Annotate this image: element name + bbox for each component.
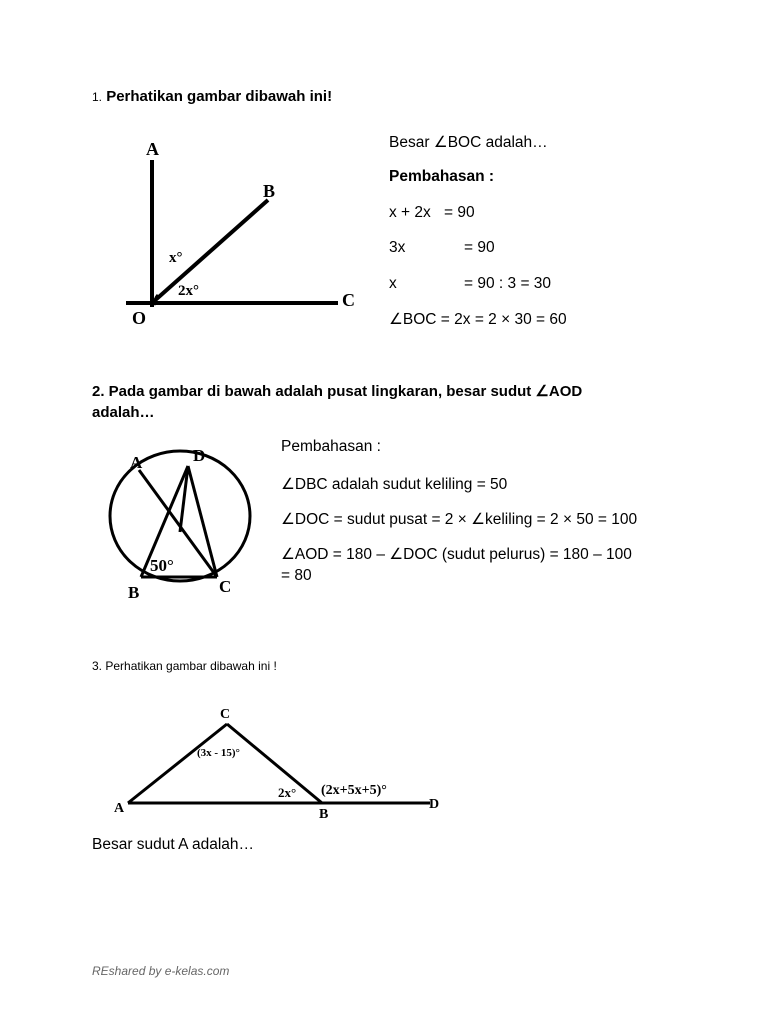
label-angle-ext: (2x+5x+5)° [321, 783, 387, 798]
q1-question: Besar ∠BOC adalah… [389, 134, 548, 151]
q3-figure [110, 700, 450, 825]
q1-final: ∠BOC = 2x = 2 × 30 = 60 [389, 311, 567, 328]
label-b: B [263, 181, 276, 201]
label-a: A [130, 453, 143, 472]
q2-title-line1: 2. Pada gambar di bawah adalah pusat lingkaran, besar sudut ∠AOD [92, 383, 583, 400]
q1-step-3-rhs: = 90 : 3 = 30 [464, 275, 552, 292]
label-angle-2x: 2x° [178, 283, 199, 299]
label-c: C [219, 577, 232, 596]
footer-credit: REshared by e-kelas.com [92, 964, 230, 978]
q1-step-1-lhs: x + 2x [389, 204, 431, 221]
q1-figure [120, 135, 365, 330]
side-cb [227, 724, 322, 803]
q1-step-1-rhs: = 90 [444, 204, 475, 221]
q2-title-line2: adalah… [92, 404, 155, 421]
label-o: O [132, 308, 147, 328]
chord-cd [188, 466, 217, 577]
q3-title: 3. Perhatikan gambar dibawah ini ! [92, 659, 277, 673]
q1-step-3-lhs: x [389, 275, 397, 292]
label-b: B [128, 583, 140, 602]
q1-solution-heading: Pembahasan : [389, 168, 495, 185]
q2-figure [100, 440, 260, 605]
label-a: A [114, 801, 125, 816]
label-d: D [429, 797, 440, 812]
label-angle-50: 50° [150, 556, 174, 575]
q2-line-3: ∠AOD = 180 – ∠DOC (sudut pelurus) = 180 – 100 [281, 546, 632, 563]
label-c: C [342, 290, 355, 310]
q2-solution-heading: Pembahasan : [281, 438, 381, 455]
q3-question: Besar sudut A adalah… [92, 836, 255, 853]
label-c: C [220, 707, 231, 722]
q1-title [92, 88, 332, 105]
label-b: B [319, 807, 329, 822]
q1-number: 1. [92, 90, 103, 104]
label-d: D [193, 446, 206, 465]
q2-line-2: ∠DOC = sudut pusat = 2 × ∠keliling = 2 × 50 = 100 [281, 511, 638, 528]
label-a: A [146, 139, 159, 159]
label-angle-b: 2x° [278, 785, 297, 800]
q2-line-1: ∠DBC adalah sudut keliling = 50 [281, 476, 508, 493]
label-angle-c: (3x - 15)° [197, 747, 240, 759]
q2-line-4: = 80 [281, 567, 312, 584]
label-angle-x: x° [169, 250, 183, 266]
q1-step-2-lhs: 3x [389, 239, 406, 256]
q1-step-2-rhs: = 90 [464, 239, 495, 256]
side-ac [128, 724, 227, 803]
q1-title-text: Perhatikan gambar dibawah ini! [106, 88, 333, 105]
